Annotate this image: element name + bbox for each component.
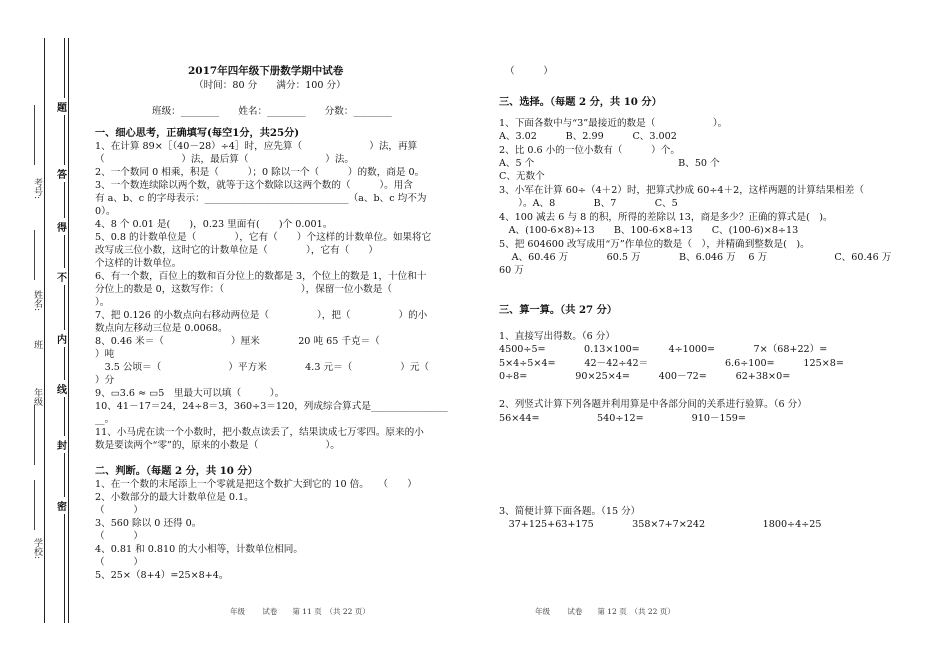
- section-heading: 三、算一算。（共 27 分）: [499, 304, 618, 316]
- question-line: 11、小马虎在读一个小数时，把小数点读丢了，结果读成七万零四。原来的小: [95, 427, 424, 438]
- question-line: （ ）: [95, 531, 143, 542]
- page-footer-right: 年级 试卷 第 12 页 （共 22 页）: [535, 607, 675, 616]
- seal-char: 得: [57, 218, 67, 235]
- question-line: 60 万: [499, 265, 524, 276]
- question-line: 1、下面各数中与“3”最接近的数是（ ）。: [499, 118, 728, 129]
- question-line: 7、把 0.126 的小数点向右移动两位是（ ），把（ ）的小: [95, 310, 428, 321]
- seal-char: 题: [57, 98, 67, 115]
- field-underline: [34, 405, 35, 465]
- question-line: 1、在计算 89×［（40－28）÷4］时，应先算（ ）法，再算: [95, 141, 418, 152]
- margin-line-3: [68, 38, 69, 623]
- question-line: 1、在一个数的末尾添上一个零就是把这个数扩大到它的 10 倍。 （ ）: [95, 479, 417, 490]
- question-line: ）分: [95, 375, 115, 386]
- field-underline: [34, 230, 35, 280]
- question-line: __。: [95, 414, 115, 425]
- question-line: （ ）法，最后算（ ）法。: [95, 154, 355, 165]
- exam-subtitle: （时间：80 分 满分：100 分）: [194, 80, 346, 91]
- margin-line-1: [44, 38, 45, 623]
- question-line: A、3.02 B、2.99 C、3.002: [499, 131, 677, 142]
- question-line: A、5 个 B、50 个: [499, 158, 720, 169]
- question-line: ）。A、8 B、7 C、5: [499, 198, 678, 209]
- question-line: ）吨: [95, 349, 115, 360]
- seal-char: 密: [57, 497, 67, 514]
- question-line: ）。: [95, 297, 110, 308]
- section-heading: 一、细心思考，正确填写(每空1分，共25分): [95, 127, 300, 139]
- question-line: A、(100-6×8)÷13 B、100-6×8÷13 C、(100-6)×8÷13: [499, 225, 799, 236]
- question-line: 37+125+63+175 358×7+7×242 1800÷4÷25: [499, 519, 822, 530]
- exam-title: 2017年四年级下册数学期中试卷: [188, 65, 344, 77]
- question-line: 2、一个数同 0 相乘，积是（ ）；0 除以一个（ ）的数，商是 0。: [95, 167, 425, 178]
- question-line: 3、简便计算下面各题。（15 分）: [499, 506, 641, 517]
- question-line: 3、小军在计算 60÷（4＋2）时，把算式抄成 60÷4＋2，这样两题的计算结果相差（: [499, 185, 864, 196]
- question-line: 数点向左移动三位是 0.0068。: [95, 323, 228, 334]
- section-heading: 二、判断。（每题 2 分，共 10 分）: [95, 465, 258, 477]
- field-grade: 年级: [32, 388, 42, 406]
- page-footer-left: 年级 试卷 第 11 页 （共 22 页）: [230, 607, 370, 616]
- question-line: 2、列竖式计算下列各题并利用算是中各部分间的关系进行验算。（6 分）: [499, 399, 807, 410]
- section-heading: 三、选择。（每题 2 分，共 10 分）: [499, 96, 662, 108]
- question-line: 5、把 604600 改写成用“万”作单位的数是（ ），并精确到整数是( )。: [499, 239, 810, 250]
- seal-char: 答: [57, 165, 67, 182]
- question-line: 数是要读两个“零”的，原来的小数是（ ）。: [95, 440, 340, 451]
- field-underline: [34, 480, 35, 530]
- field-class: 班: [32, 340, 42, 349]
- answer-bracket: （ ）: [505, 66, 553, 77]
- binding-margin: [0, 0, 80, 650]
- seal-char: 内: [57, 330, 67, 347]
- question-line: 56×44= 540÷12= 910－159=: [499, 413, 746, 424]
- question-line: 0）。: [95, 206, 116, 217]
- question-line: 分位上的数是 0，这数写作：（ ），保留一位小数是（: [95, 284, 421, 295]
- question-line: 4500÷5= 0.13×100= 4÷1000= 7×（68+22）=: [499, 344, 828, 355]
- question-line: 8、0.46 米＝（ ）厘米 20 吨 65 千克＝（: [95, 336, 428, 347]
- question-line: 1、直接写出得数。（6 分）: [499, 331, 615, 342]
- question-line: （ ）: [95, 557, 143, 568]
- question-line: 5、25×（8+4）=25×8+4。: [95, 570, 229, 581]
- question-line: 6、有一个数，百位上的数和百分位上的数都是 3，个位上的数是 1，十位和十: [95, 271, 427, 282]
- question-line: 4、0.81 和 0.810 的大小相等，计数单位相同。: [95, 544, 303, 555]
- question-line: 9、▭3.6 ≈ ▭5 里最大可以填（ ）。: [95, 388, 285, 399]
- seal-char: 线: [57, 380, 67, 397]
- question-line: 10、41－17＝24，24÷8＝3，360÷3＝120，列成综合算式是________________: [95, 401, 448, 412]
- question-line: C、无数个: [499, 171, 545, 182]
- question-line: 个这样的计数单位。: [95, 258, 182, 269]
- question-line: 2、比 0.6 小的一位小数有（ ）个。: [499, 145, 680, 156]
- seal-char: 不: [57, 268, 67, 285]
- field-school: 学校:: [32, 538, 42, 560]
- question-line: 5×4÷5×4= 42－42÷42＝ 6.6÷100= 125×8=: [499, 358, 844, 369]
- question-line: 2、小数部分的最大计数单位是 0.1。: [95, 492, 254, 503]
- question-line: 3.5 公顷＝（ ）平方米 4.3 元＝（ ）元（: [95, 362, 430, 373]
- field-name: 姓名:: [32, 290, 42, 312]
- field-exam-number: 考号:: [32, 178, 42, 200]
- question-line: 改写成三位小数，这时它的计数单位是（ ），它有（ ）: [95, 245, 379, 256]
- seal-char: 封: [57, 436, 67, 453]
- question-line: A、60.46 万 60.5 万 B、6.046 万 6 万 C、60.46 万: [499, 252, 892, 263]
- question-line: 4、8 个 0.01 是( )，0.23 里面有( )个 0.001。: [95, 219, 333, 230]
- question-line: （ ）: [95, 505, 143, 516]
- question-line: 0÷8= 90×25×4= 400－72= 62+38×0=: [499, 371, 791, 382]
- question-line: 5、0.8 的计数单位是（ ），它有（ ）个这样的计数单位。如果将它: [95, 232, 432, 243]
- question-line: 3、560 除以 0 还得 0。: [95, 518, 202, 529]
- question-line: 4、100 减去 6 与 8 的积，所得的差除以 13，商是多少？正确的算式是( )。: [499, 212, 833, 223]
- question-line: 有 a、b、c 的字母表示：______________________________（a、b、c 均不为: [95, 193, 427, 204]
- question-line: 3、一个数连续除以两个数，就等于这个数除以这两个数的（ ）。用含: [95, 180, 413, 191]
- student-info-line: 班级：________ 姓名：________ 分数：________: [152, 106, 392, 117]
- field-underline: [34, 105, 35, 165]
